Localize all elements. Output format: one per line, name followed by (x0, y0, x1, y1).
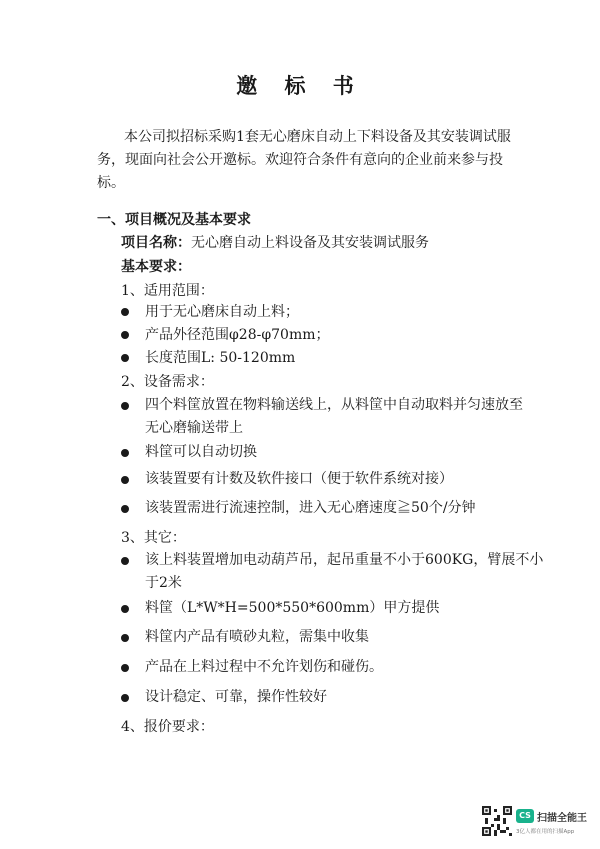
brand-name: 扫描全能王 (537, 813, 587, 824)
scope-item: 产品外径范围φ28-φ70mm； (145, 327, 330, 343)
brand-tagline: 3亿人都在用的扫描App (516, 829, 575, 835)
bullet-dot (121, 634, 129, 642)
bullet-dot (121, 694, 129, 702)
project-name-value: 无心磨自动上料设备及其安装调试服务 (191, 235, 429, 251)
other-item: 料筐内产品有喷砂丸粒，需集中收集 (145, 629, 369, 645)
basic-requirements-label: 基本要求： (121, 259, 191, 275)
other-item: 该上料装置增加电动葫芦吊，起吊重量不小于600KG，臂展不小 (145, 552, 544, 568)
equipment-item-continuation: 无心磨输送带上 (145, 420, 243, 436)
quote-heading: 4、报价要求： (121, 719, 214, 735)
equipment-item: 料筐可以自动切换 (145, 444, 257, 460)
other-item: 产品在上料过程中不允许划伤和碰伤。 (145, 659, 383, 675)
bullet-dot (121, 605, 129, 613)
qr-code-icon (482, 806, 512, 836)
other-heading: 3、其它： (121, 530, 186, 546)
scope-heading: 1、适用范围： (121, 283, 214, 299)
scope-item: 用于无心磨床自动上料； (145, 304, 299, 320)
bullet-dot (121, 331, 129, 339)
project-name-label: 项目名称： (121, 235, 191, 251)
bullet-dot (121, 505, 129, 513)
bullet-dot (121, 664, 129, 672)
bullet-dot (121, 449, 129, 457)
equipment-heading: 2、设备需求： (121, 374, 214, 390)
other-item-continuation: 于2米 (145, 575, 182, 591)
bullet-dot (121, 308, 129, 316)
other-item: 设计稳定、可靠，操作性较好 (145, 689, 327, 705)
document-title: 邀 标 书 (236, 73, 364, 98)
camscanner-logo-icon: CS (516, 809, 534, 823)
intro-paragraph: 本公司拟招标采购1套无心磨床自动上下料设备及其安装调试服务，现面向社会公开邀标。欢迎符合条件有意向的企业前来参与投标。 (97, 129, 511, 191)
project-name-line (121, 233, 429, 253)
equipment-item: 四个料筐放置在物料输送线上，从料筐中自动取料并匀速放至 (145, 397, 523, 413)
scanner-watermark (482, 806, 592, 842)
bullet-dot (121, 557, 129, 565)
bullet-dot (121, 476, 129, 484)
equipment-item: 该装置需进行流速控制，进入无心磨速度≧50个/分钟 (145, 500, 476, 516)
other-item: 料筐（L*W*H=500*550*600mm）甲方提供 (145, 600, 440, 616)
bullet-dot (121, 402, 129, 410)
section1-heading: 一、项目概况及基本要求 (97, 212, 251, 228)
scope-item: 长度范围L: 50-120mm (145, 350, 296, 366)
equipment-item: 该装置要有计数及软件接口（便于软件系统对接） (145, 471, 453, 487)
bullet-dot (121, 354, 129, 362)
